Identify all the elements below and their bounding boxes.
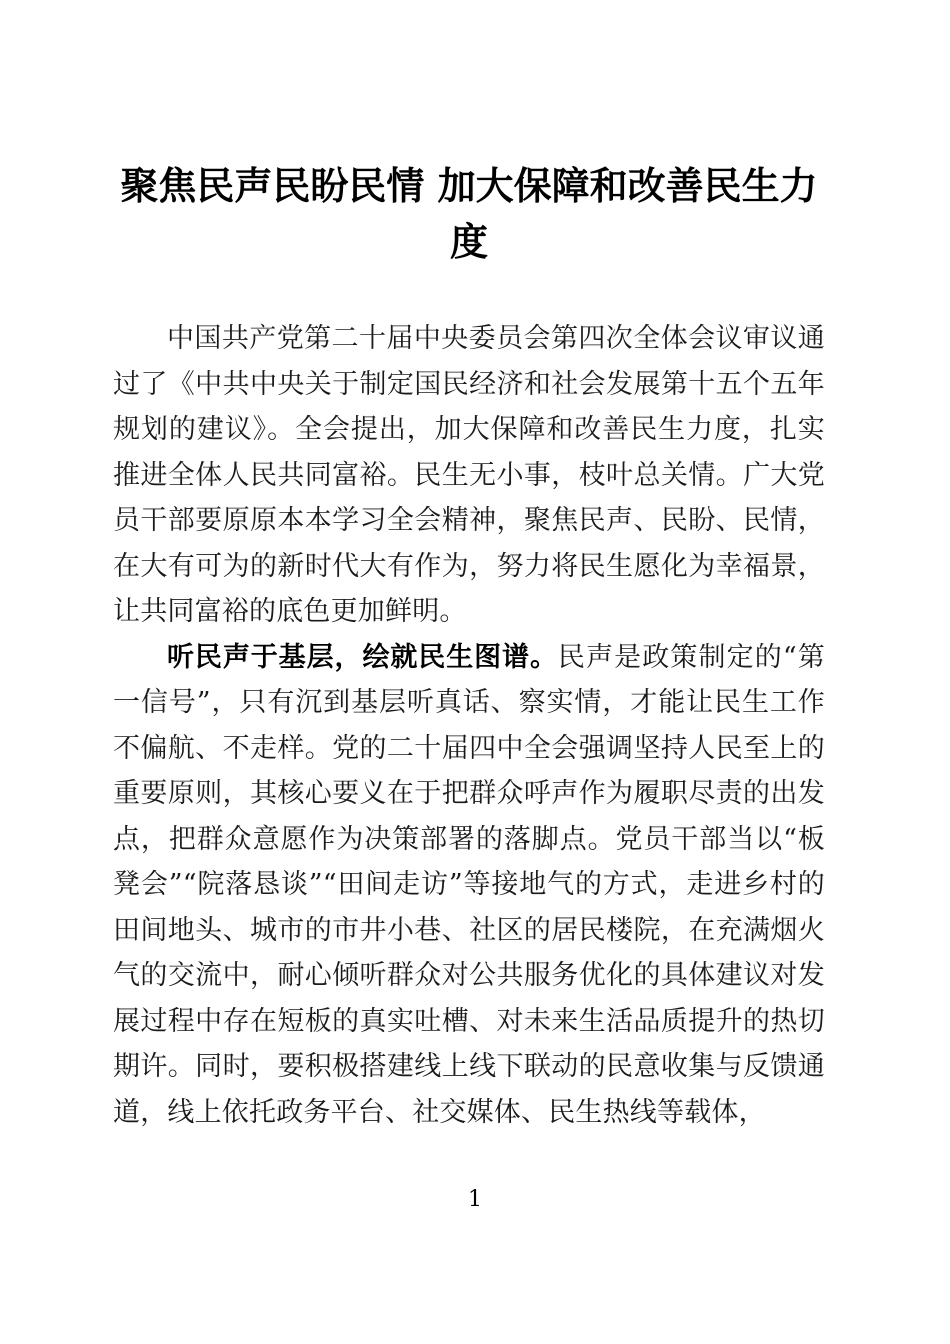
paragraph-1 (113, 316, 825, 635)
document-body (113, 316, 825, 1135)
paragraph-2 (113, 635, 825, 1136)
page-title: 聚焦民声民盼民情 加大保障和改善民生力度 (120, 163, 818, 264)
paragraph-1-text: 中国共产党第二十届中央委员会第四次全体会议审议通过了《中共中央关于制定国民经济和社会发展第十五个五年规划的建议》。全会提出，加大保障和改善民生力度，扎实推进全体人民共同富裕。民生无小事，枝叶总关情。广大党员干部要原原本本学习全会精神，聚焦民声、民盼、民情，在大有可为的新时代大有作为，努力将民生愿化为幸福景，让共同富裕的底色更加鲜明。 (113, 323, 825, 627)
paragraph-2-text: 民声是政策制定的“第一信号”，只有沉到基层听真话、察实情，才能让民生工作不偏航、不走样。党的二十届四中全会强调坚持人民至上的重要原则，其核心要义在于把群众呼声作为履职尽责的出发点，把群众意愿作为决策部署的落脚点。党员干部当以“板凳会”“院落恳谈”“田间走访”等接地气的方式，走进乡村的田间地头、城市的市井小巷、社区的居民楼院，在充满烟火气的交流中，耐心倾听群众对公共服务优化的具体建议对发展过程中存在短板的真实吐槽、对未来生活品质提升的热切期许。同时，要积极搭建线上线下联动的民意收集与反馈通道，线上依托政务平台、社交媒体、民生热线等载体， (113, 641, 825, 1128)
paragraph-2-lead: 听民声于基层，绘就民生图谱。 (167, 641, 558, 673)
page-number: 1 (468, 1187, 482, 1212)
